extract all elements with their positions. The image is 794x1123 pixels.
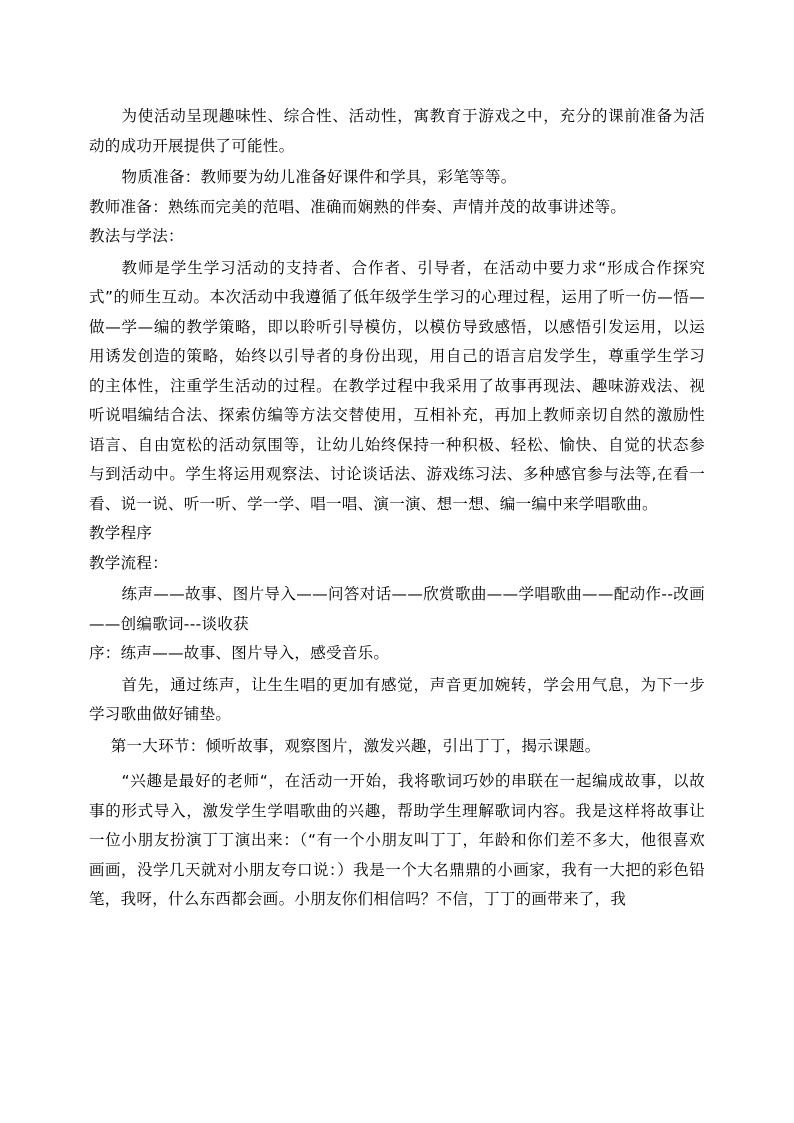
document-page	[89, 102, 705, 915]
paragraph-prelude: 序：练声——故事、图片导入，感受音乐。	[89, 644, 390, 662]
paragraph-story-intro: “兴趣是最好的老师“，在活动一开始，我将歌词巧妙的串联在一起编成故事，以故事的形式导入，激发学生学唱歌曲的兴趣，帮助学生理解歌词内容。我是这样将故事让一位小朋友扮演丁丁演出来：（“有一个小朋友叫丁丁，年龄和你们差不多大，他很喜欢画画，没学几天就对小朋友夸口说：）我是一个大名鼎鼎的小画家，我有一大把的彩色铅笔，我呀，什么东西都会画。小朋友你们相信吗？不信，丁丁的画带来了，我	[89, 772, 705, 908]
heading-teaching-flow: 教学流程：	[89, 553, 169, 572]
paragraph-first-stage: 第一大环节：倾听故事，观察图片，激发兴趣，引出丁丁，揭示课题。	[110, 736, 601, 755]
paragraph-material-prep: 物质准备：教师要为幼儿准备好课件和学具，彩笔等等。	[121, 168, 517, 186]
paragraph-teaching-methods: 教师是学生学习活动的支持者、合作者、引导者，在活动中要力求“形成合作探究式”的师生互动。本次活动中我遵循了低年级学生学习的心理过程，运用了听一仿—悟—做—学—编的教学策略，即以聆听引导模仿，以模仿导致感悟，以感悟引发运用，以运用诱发创造的策略，始终以引导者的身份出现，用自己的语言启发学生，尊重学生学习的主体性，注重学生活动的过程。在教学过程中我采用了故事再现法、趣味游戏法、视听说唱编结合法、探索仿编等方法交替使用，互相补充，再加上教师亲切自然的激励性语言、自由宽松的活动氛围等，让幼儿始终保持一种积极、轻松、愉快、自觉的状态参与到活动中。学生将运用观察法、讨论谈话法、游戏练习法、多种感官参与法等,在看一看、说一说、听一听、学一学、唱一唱、演一演、想一想、编一编中来学唱歌曲。	[89, 258, 705, 513]
paragraph-teacher-prep: 教师准备：熟练而完美的范唱、准确而娴熟的伴奏、声情并茂的故事讲述等。	[89, 197, 627, 216]
paragraph-flow-steps: 练声——故事、图片导入——问答对话——欣赏歌曲——学唱歌曲——配动作--改画——创编歌词---谈收获	[89, 585, 705, 633]
heading-teaching-methods: 教法与学法：	[89, 227, 184, 245]
heading-teaching-procedure: 教学程序	[89, 524, 153, 542]
paragraph-vocal-warmup: 首先，通过练声，让生生唱的更加有感觉，声音更加婉转，学会用气息，为下一步学习歌曲做好铺垫。	[89, 675, 705, 723]
paragraph-activity-intro: 为使活动呈现趣味性、综合性、活动性，寓教育于游戏之中，充分的课前准备为活动的成功开展提供了可能性。	[89, 107, 705, 155]
